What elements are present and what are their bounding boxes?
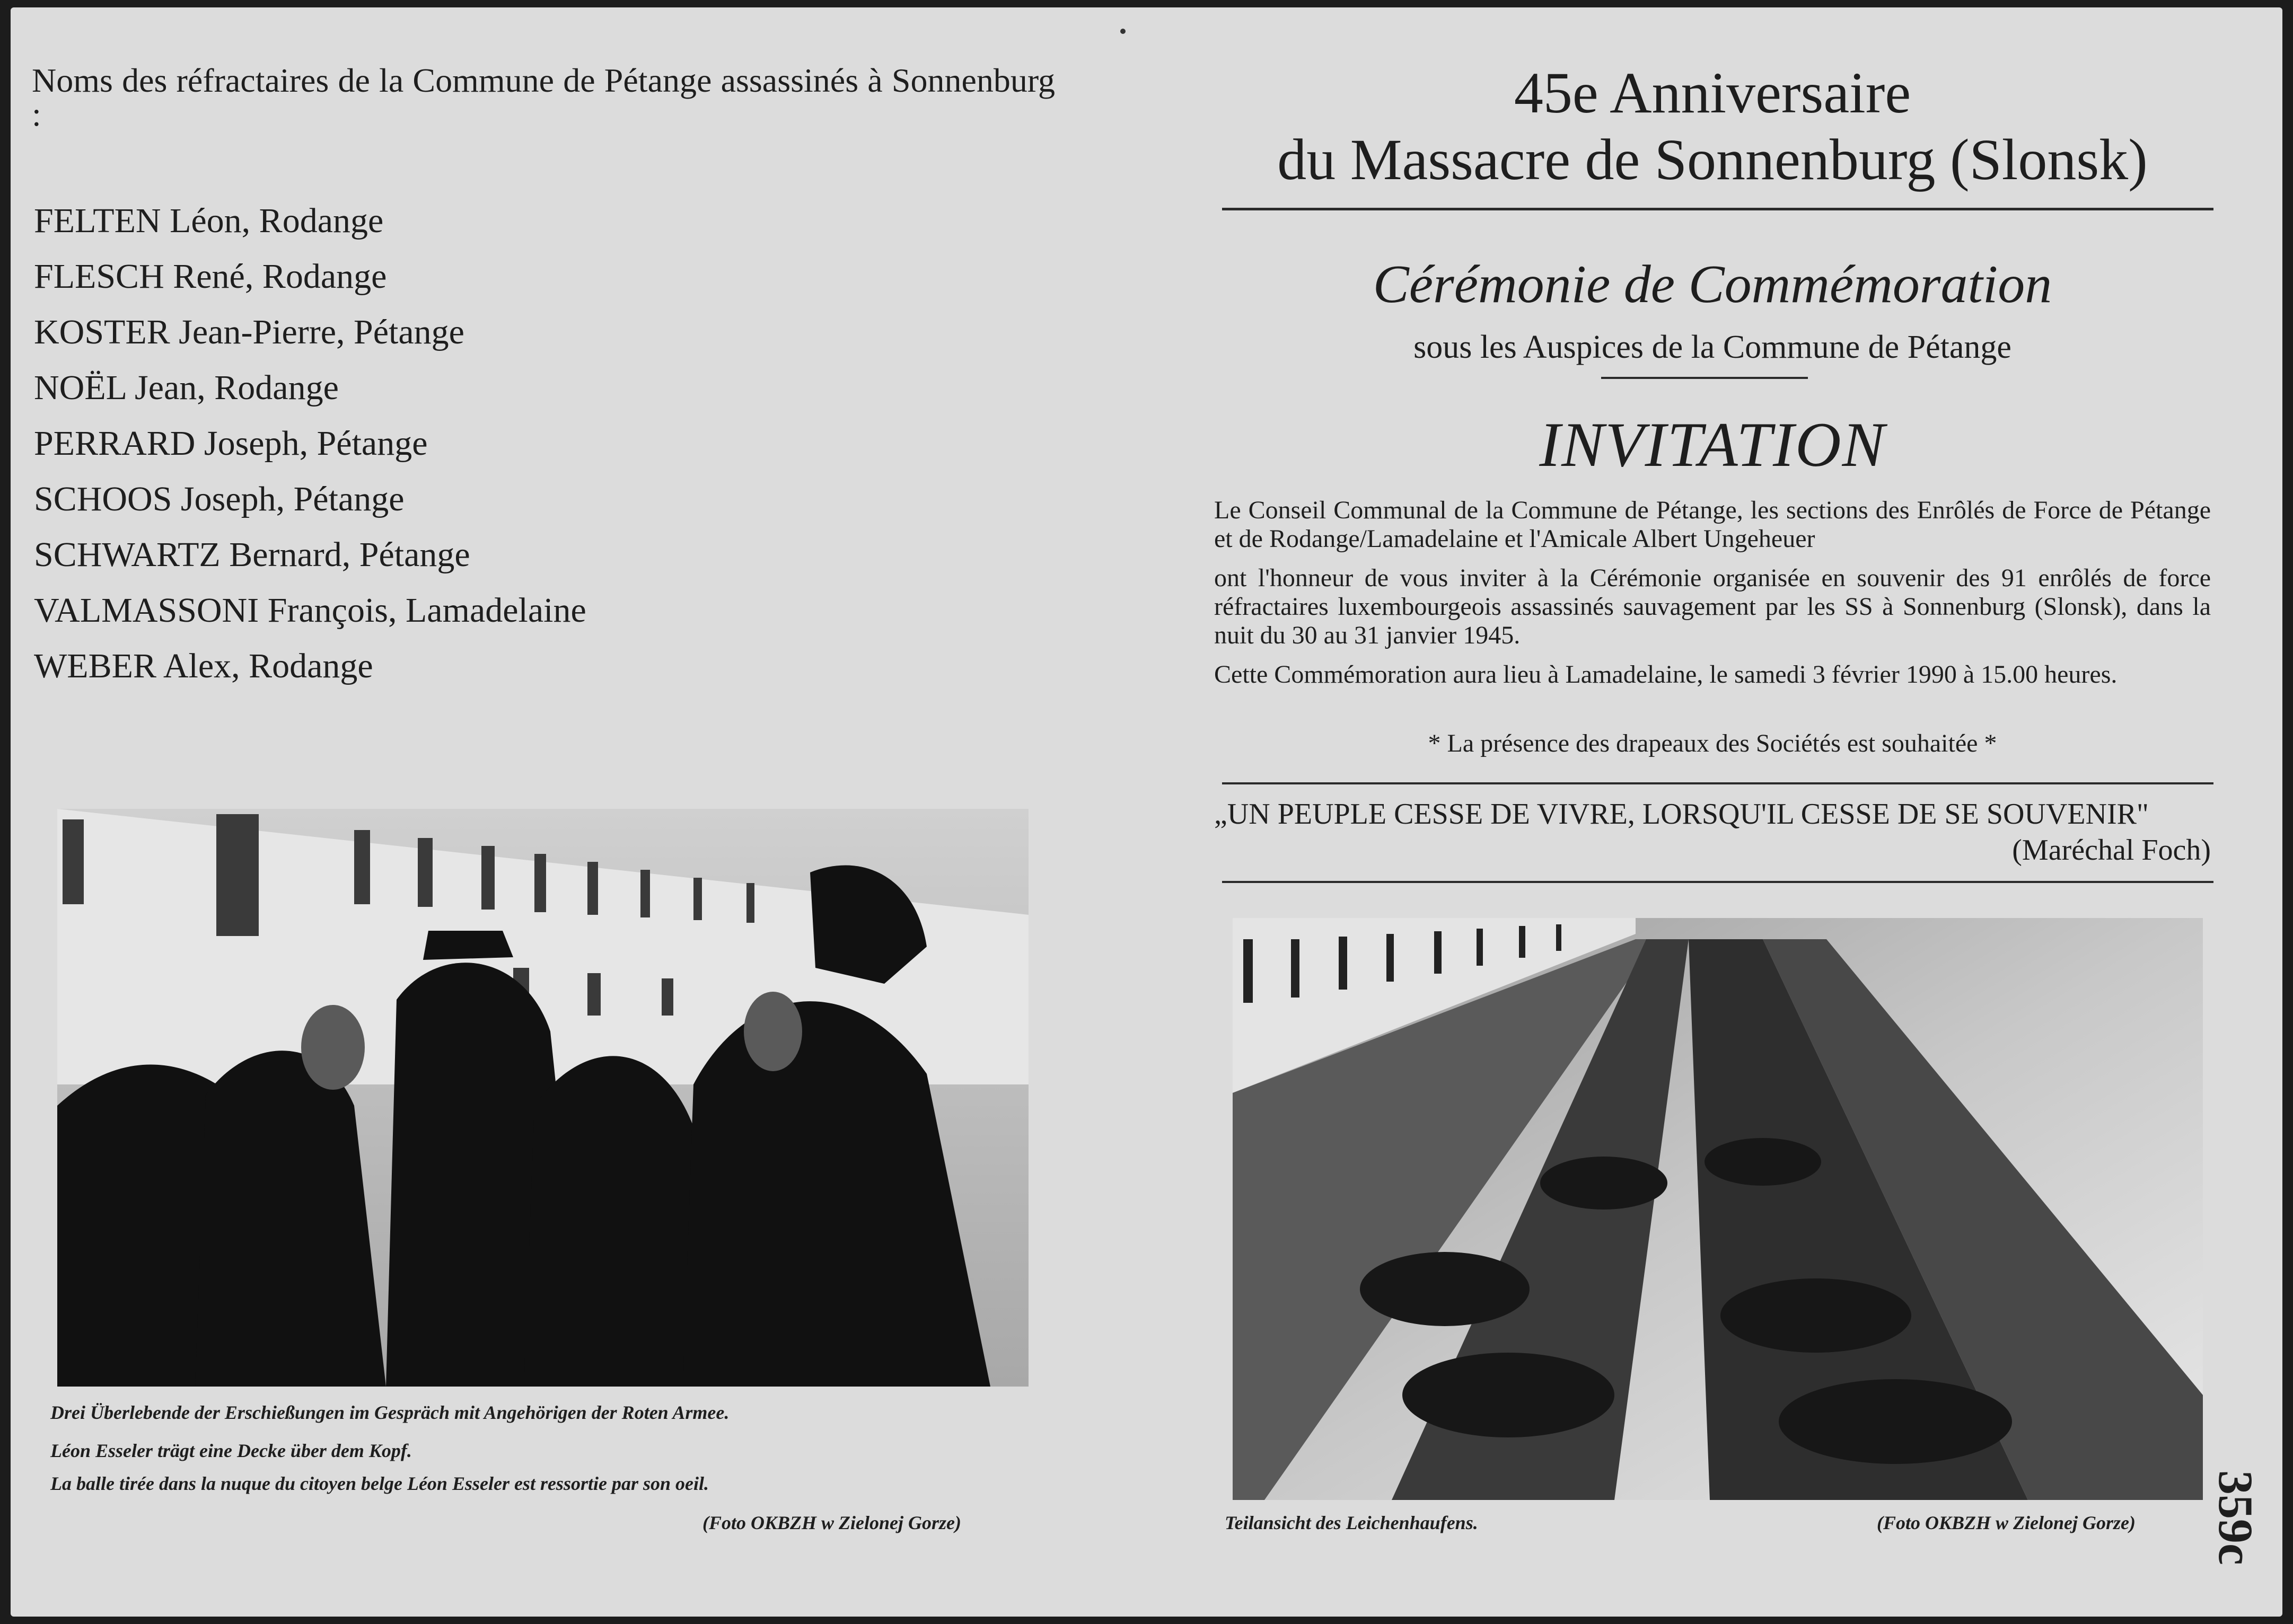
photo-caption-line: Drei Überlebende der Erschießungen im Gespräch mit Angehörigen der Roten Armee. [50,1402,730,1423]
photo-credit: (Foto OKBZH w Zielonej Gorze) [1877,1512,2136,1533]
victim-name: FELTEN Léon, Rodange [34,201,384,240]
divider [1222,782,2213,784]
photo-caption-line: La balle tirée dans la nuque du citoyen belge Léon Esseler est ressortie par son oeil. [50,1473,709,1494]
divider [1222,881,2213,883]
ceremony-subtitle: Cérémonie de Commémoration [1373,254,2052,314]
victims-list [34,193,586,694]
photo-caption: Teilansicht des Leichenhaufens. [1225,1512,1478,1533]
invitation-heading: INVITATION [1539,409,1886,480]
auspices-line: sous les Auspices de la Commune de Pétange [1413,329,2011,365]
victims-intro: Noms des réfractaires de la Commune de Pétange assassinés à Sonnenburg : [32,61,1055,133]
document-page [11,7,2282,1617]
flags-notice: * La présence des drapeaux des Sociétés est souhaitée * [1428,729,1997,757]
title-line-1: 45e Anniversaire [1514,60,1911,125]
archive-mark: 359c [2209,1470,2263,1565]
quote-author: (Maréchal Foch) [2012,834,2211,867]
survivors-photo [57,809,1029,1387]
bodies-photo [1233,918,2203,1500]
victim-name: SCHWARTZ Bernard, Pétange [34,535,470,574]
victim-name: VALMASSONI François, Lamadelaine [34,591,586,630]
victim-name: KOSTER Jean-Pierre, Pétange [34,313,464,351]
invitation-paragraph: Cette Commémoration aura lieu à Lamadelaine, le samedi 3 février 1990 à 15.00 heures. [1214,660,2118,689]
victim-name: SCHOOS Joseph, Pétange [34,480,405,518]
invitation-paragraph: Le Conseil Communal de la Commune de Pétange, les sections des Enrôlés de Force de Pétange et de Rodange/Lamadelaine et l'Amicale Albert Ungeheuer [1214,496,2211,553]
victim-name: FLESCH René, Rodange [34,257,387,296]
divider [1222,208,2213,210]
quote-text: „UN PEUPLE CESSE DE VIVRE, LORSQU'IL CESSE DE SE SOUVENIR" [1214,798,2149,831]
photo-caption-line: Léon Esseler trägt eine Decke über dem Kopf. [50,1440,412,1461]
invitation-paragraph: ont l'honneur de vous inviter à la Cérémonie organisée en souvenir des 91 enrôlés de force réfractaires luxembourgeois assassinés sauvagement par les SS à Sonnenburg (Slonsk), dans la nuit du 30 au 31 janvier 1945. [1214,564,2211,649]
title-line-2: du Massacre de Sonnenburg (Slonsk) [1277,127,2148,192]
victim-name: PERRARD Joseph, Pétange [34,424,428,463]
victim-name: WEBER Alex, Rodange [34,647,373,685]
short-divider [1601,377,1808,379]
photo-credit: (Foto OKBZH w Zielonej Gorze) [702,1512,961,1533]
victim-name: NOËL Jean, Rodange [34,368,339,407]
speck [1120,29,1126,34]
